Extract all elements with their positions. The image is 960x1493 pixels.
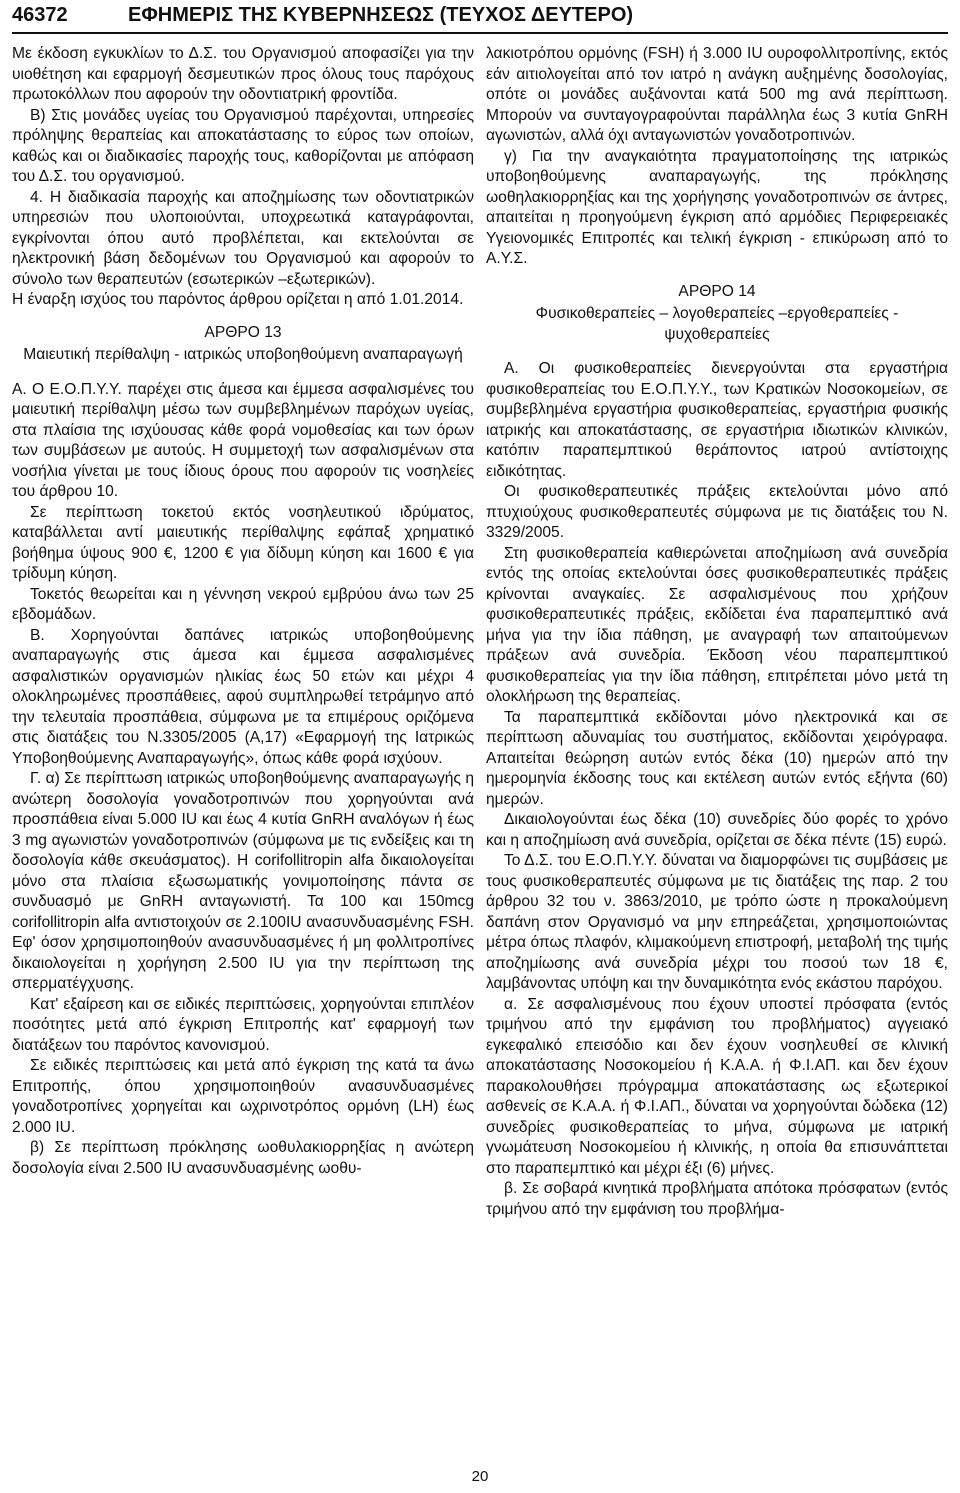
- paragraph: Στη φυσικοθεραπεία καθιερώνεται αποζημίωση ανά συνεδρία εντός της οποίας εκτελούνται όσες φυσικοθεραπευτικές πράξεις κρίνονται αναγκαίες. Σε ασφαλισμένους που χρήζουν φυσικοθεραπευτικές πράξεις, εκδίδεται ένα παραπεμπτικό ανά μήνα για την ίδια πάθηση, με αναγραφή των απαιτούμενων πράξεων ανά συνεδρία. Έκδοση νέου παραπεμπτικού φυσικοθεραπείας για την ίδια πάθηση, επιτρέπεται μόνο μετά τη ολοκλήρωση της θεραπείας.: [486, 544, 948, 705]
- paragraph: Β) Στις μονάδες υγείας του Οργανισμού παρέχονται, υπηρεσίες πρόληψης θεραπείας και αποκατάστασης το εύρος των οποίων, καθώς και οι διαδικασίες παροχής τους, καθορίζονται με απόφαση του Δ.Σ. του οργανισμού.: [12, 106, 474, 185]
- paragraph: Α. Οι φυσικοθεραπείες διενεργούνται στα εργαστήρια φυσικοθεραπείας του Ε.Ο.Π.Υ.Υ., των Κρατικών Νοσοκομείων, σε συμβεβλημένα εργαστήρια φυσικοθεραπείας, εργαστήρια φυσικής ιατρικής και αποκατάστασης, σε εργαστήρια ιδιωτικών κλινικών, κατόπιν παραπεμπτικού θεράποντος ιατρού αντίστοιχης ειδικότητας.: [486, 360, 948, 480]
- article-14-title: ΑΡΘΡΟ 14: [678, 282, 756, 300]
- page-header: [0, 0, 960, 40]
- paragraph: Τα παραπεμπτικά εκδίδονται μόνο ηλεκτρονικά και σε περίπτωση αδυναμίας του συστήματος, εκδίδονται χειρόγραφα. Απαιτείται θεώρηση αυτών εντός δέκα (10) ημερών από την ημερομηνία έκδοσης τους και εκτέλεση αυτών εντός εξήντα (60) ημερών.: [486, 708, 948, 808]
- paragraph: Η έναρξη ισχύος του παρόντος άρθρου ορίζεται η από 1.01.2014.: [12, 291, 464, 308]
- paragraph: Β. Χορηγούνται δαπάνες ιατρικώς υποβοηθούμενης αναπαραγωγής στις άμεσα και έμμεσα ασφαλισμένες ασφαλιστικών οργανισμών ηλικίας έως 50 ετών και μέχρι 4 ολοκληρωμένες προσπάθειες, αφού συμπληρωθεί τετράμηνο από την τελευταία προσπάθεια, σύμφωνα με τα επιμέρους οριζόμενα στις διατάξεις του Ν.3305/2005 (Α,17) «Εφαρμογή της Ιατρικώς Υποβοηθούμενης Αναπαραγωγής», όπως κάθε φορά ισχύουν.: [12, 626, 474, 767]
- paragraph: Α. Ο Ε.Ο.Π.Υ.Υ. παρέχει στις άμεσα και έμμεσα ασφαλισμένες του μαιευτική περίθαλψη μέσω των συμβεβλημένων παρόχων υγείας, στα πλαίσια της ισχύουσας κάθε φορά νομοθεσίας και των όρων των συμβάσεων με αυτούς. Η συμμετοχή των ασφαλισμένων στα νοσήλια γίνεται με τους ίδιους όρους που αφορούν τις νοσηλείες του άρθρου 10.: [12, 380, 474, 500]
- paragraph: Σε ειδικές περιπτώσεις και μετά από έγκριση της κατά τα άνω Επιτροπής, όπου χρησιμοποιηθούν ανασυνδυασμένες γοναδοτροπίνες χορηγείται και ωχρινοτρόπος ορμόνη (LH) έως 2.000 IU.: [12, 1057, 474, 1136]
- paragraph: Το Δ.Σ. του Ε.Ο.Π.Υ.Υ. δύναται να διαμορφώνει τις συμβάσεις με τους φυσικοθεραπευτές σύμφωνα με τις διατάξεις της παρ. 2 του άρθρου 32 του ν. 3863/2010, με τρόπο ώστε η προκαλούμενη δαπάνη στον Οργανισμό να μην επηρεάζεται, χρησιμοποιώντας μέτρα όπως πλαφόν, κλιμακούμενη επιστροφή, μεταβολή της τιμής αποζημίωσης ανά συνεδρία μέχρι του ποσού των 18 €, λαμβάνοντας υπόψη και την δυναμικότητα ενός εκάστου παρόχου.: [486, 852, 948, 992]
- paragraph: Τοκετός θεωρείται και η γέννηση νεκρού εμβρύου άνω των 25 εβδομάδων.: [12, 585, 474, 623]
- paragraph: β) Σε περίπτωση πρόκλησης ωοθυλακιορρηξίας η ανώτερη δοσολογία είναι 2.500 IU ανασυνδυασμένης ωοθυ-: [12, 1139, 474, 1177]
- paragraph: Δικαιολογούνται έως δέκα (10) συνεδρίες δύο φορές το χρόνο και η αποζημίωση ανά συνεδρία, ορίζεται σε δέκα πέντε (15) ευρώ.: [486, 811, 948, 849]
- paragraph: Κατ' εξαίρεση και σε ειδικές περιπτώσεις, χορηγούνται επιπλέον ποσότητες μετά από έγκριση Επιτροπής κατ' εφαρμογή των διατάξεων του παρόντος κανονισμού.: [12, 995, 474, 1054]
- paragraph: Σε περίπτωση τοκετού εκτός νοσηλευτικού ιδρύματος, καταβάλλεται αντί μαιευτικής περίθαλψης εφάπαξ χρηματικό βοήθημα ύψους 900 €, 1200 € για δίδυμη κύηση και 1600 € για τρίδυμη κύηση.: [12, 503, 474, 582]
- article-13-subtitle: Μαιευτική περίθαλψη - ιατρικώς υποβοηθούμενη αναπαραγωγή: [23, 346, 463, 363]
- right-column: [486, 44, 948, 1220]
- paragraph: Οι φυσικοθεραπευτικές πράξεις εκτελούνται μόνο από πτυχιούχους φυσικοθεραπευτές σύμφωνα με τις διατάξεις του Ν. 3329/2005.: [486, 483, 948, 541]
- paragraph: 4. Η διαδικασία παροχής και αποζημίωσης των οδοντιατρικών υπηρεσιών που υλοποιούνται, υποχρεωτικά καταγράφονται, εγκρίνονται όπου αυτό προβλέπεται, και εκτελούνται σε ηλεκτρονική βάση δεδομένων του Οργανισμού και αφορούν το σύνολο των θεραπευτών (εσωτερικών –εξωτερικών).: [12, 188, 474, 288]
- article-14-subtitle: Φυσικοθεραπείες – λογοθεραπείες –εργοθεραπείες - ψυχοθεραπείες: [535, 305, 899, 343]
- gazette-page-number: 46372: [12, 4, 68, 26]
- paragraph: α. Σε ασφαλισμένους που έχουν υποστεί πρόσφατα (εντός τριμήνου από την εμφάνιση του προβλήματος) αγγειακό εγκεφαλικό επεισόδιο και δεν έχουν νοσηλευθεί σε κλινική αποκατάστασης Νοσοκομείου ή Κ.Α.Α. ή Φ.Ι.ΑΠ. και δεν έχουν παρακολουθήσει πρόγραμμα αποκατάστασης ως εξωτερικοί ασθενείς σε Κ.Α.Α. ή Φ.Ι.ΑΠ., δύναται να χορηγούνται δώδεκα (12) συνεδρίες φυσικοθεραπείας το μήνα, σύμφωνα με ιατρική γνωμάτευση Νοσοκομείου ή κλινικής, η οποία θα επισυνάπτεται στο παραπεμπτικό και μέχρι έξι (6) μήνες.: [486, 995, 948, 1177]
- paragraph: β. Σε σοβαρά κινητικά προβλήματα απότοκα πρόσφατων (εντός τριμήνου από την εμφάνιση του προβλήμα-: [486, 1180, 948, 1218]
- gazette-title: ΕΦΗΜΕΡΙΣ ΤΗΣ ΚΥΒΕΡΝΗΣΕΩΣ (ΤΕΥΧΟΣ ΔΕΥΤΕΡΟ): [128, 4, 634, 26]
- paragraph: λακιοτρόπου ορμόνης (FSH) ή 3.000 IU ουροφολλιτροπίνης, εκτός εάν αιτιολογείται από τον ιατρό η ανάγκη αυξημένης δοσολογίας, οπότε οι μονάδες αυξάνονται κατά 500 mg ανά περίπτωση. Μπορούν να συνταγογραφούνται παράλληλα έως 3 κυτία GnRH αγωνιστών, αλλά όχι ανταγωνιστών γοναδοτροπινών.: [486, 45, 948, 144]
- header-rule: [12, 32, 948, 34]
- article-13-title: ΑΡΘΡΟ 13: [204, 323, 282, 341]
- paragraph: Με έκδοση εγκυκλίων το Δ.Σ. του Οργανισμού αποφασίζει για την υιοθέτηση και εφαρμογή δεσμευτικών προς όλους τους παρόχους πρωτοκόλλων που αφορούν την οδοντιατρική φροντίδα.: [12, 45, 474, 103]
- page-footer-number: 20: [471, 1468, 489, 1485]
- paragraph: γ) Για την αναγκαιότητα πραγματοποίησης της ιατρικώς υποβοηθούμενης αναπαραγωγής, της πρόκλησης ωοθηλακιορρηξίας και της χορήγησης γοναδοτροπινών σε άντρες, απαιτείται η προηγούμενη έγκριση από αρμόδιες Περιφερειακές Υγειονομικές Επιτροπές και τελική έγκριση - επικύρωση από το Α.Υ.Σ.: [486, 147, 948, 267]
- paragraph: Γ. α) Σε περίπτωση ιατρικώς υποβοηθούμενης αναπαραγωγής η ανώτερη δοσολογία γοναδοτροπινών που χορηγούνται ανά προσπάθεια είναι 5.000 IU και έως 4 κυτία GnRH αναλόγων ή έως 3 mg αγωνιστών γοναδοτροπινών (σύμφωνα με τις ενδείξεις και τη δοσολογία κάθε σκευάσματος). Η corifollitropin alfa δικαιολογείται μόνο στα πλαίσια εξωσωματικής γονιμοποίησης πάντα σε συνδυασμό με GnRH ανταγωνιστή. Τα 100 και 150mcg corifollitropin alfa αντιστοιχούν σε 2.100IU ανασυνδυασμένης FSH. Εφ' όσον χρησιμοποιηθούν ανασυνδυασμένες ή μη φολλιτροπίνες δικαιολογείται η χορήγηση 2.500 IU για την περίπτωση της σπερματέγχυσης.: [12, 770, 474, 992]
- left-column: [12, 44, 474, 1179]
